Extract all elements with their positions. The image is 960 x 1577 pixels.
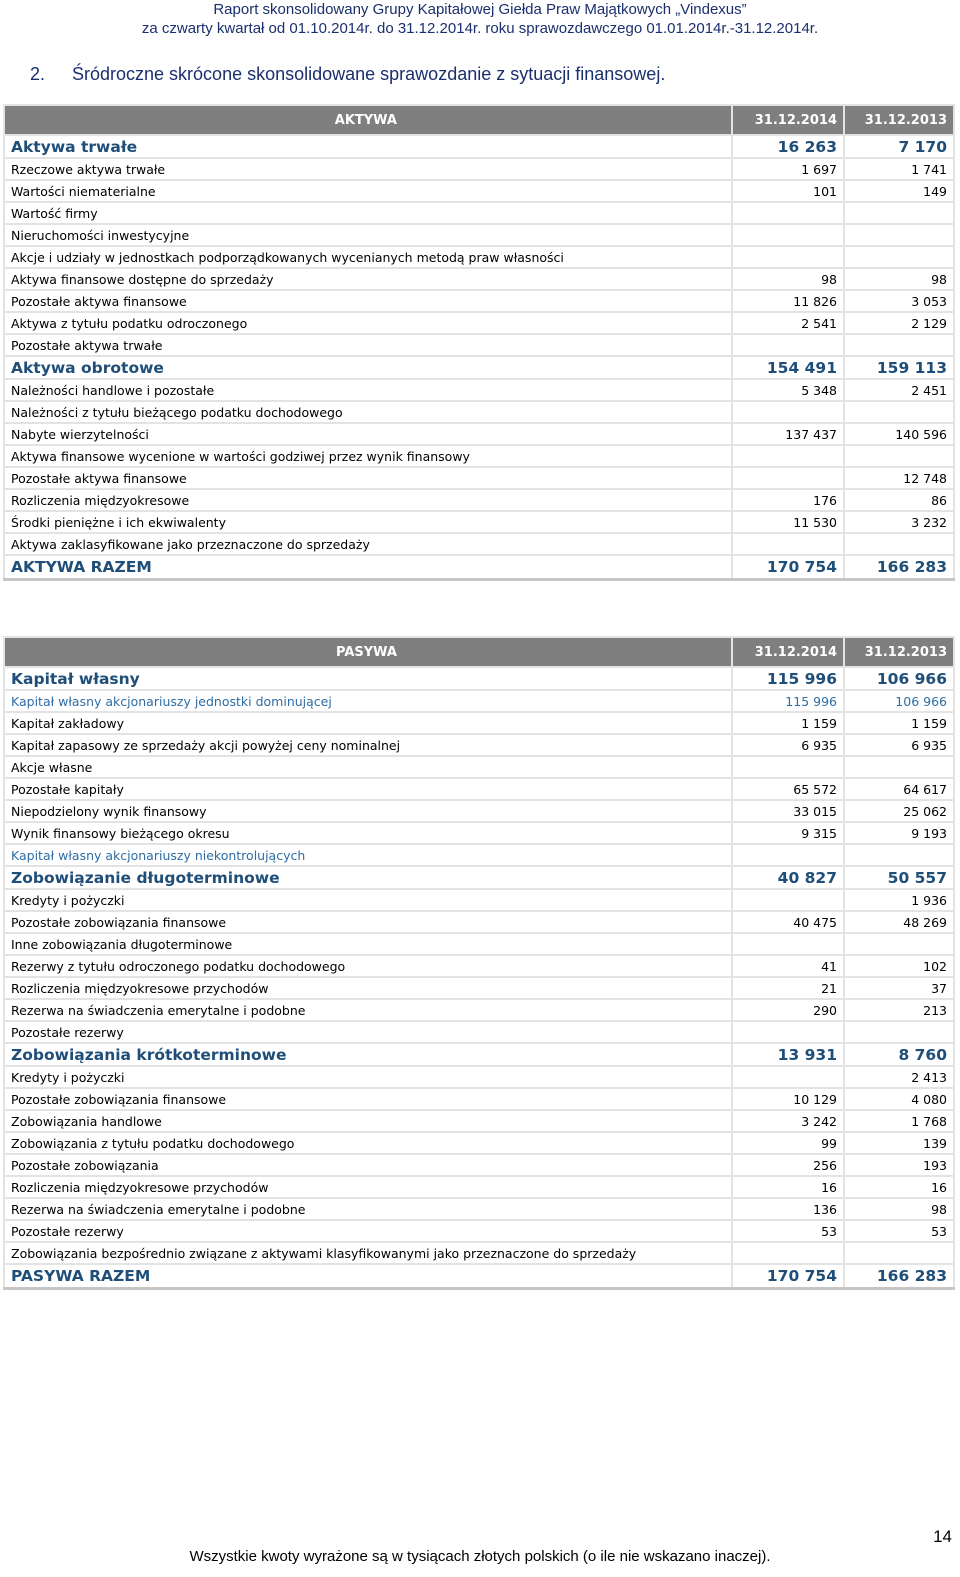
row-label: Pozostałe zobowiązania: [4, 1154, 732, 1176]
value-2014: [732, 334, 844, 356]
row-label: Wartość firmy: [4, 202, 732, 224]
row-label: Rezerwa na świadczenia emerytalne i podobne: [4, 999, 732, 1021]
row-label: Pozostałe aktywa trwałe: [4, 334, 732, 356]
value-2013: 6 935: [844, 734, 954, 756]
table-row: [4, 933, 954, 955]
row-label: Kapitał własny akcjonariuszy jednostki dominującej: [4, 690, 732, 712]
value-2014: 290: [732, 999, 844, 1021]
value-2013: 16: [844, 1176, 954, 1198]
value-2013: [844, 445, 954, 467]
table-row: [4, 158, 954, 180]
table-row: [4, 224, 954, 246]
table-row: [4, 379, 954, 401]
table-row: [4, 977, 954, 999]
value-2014: 9 315: [732, 822, 844, 844]
value-2014: [732, 889, 844, 911]
value-2013: 37: [844, 977, 954, 999]
value-2014: [732, 224, 844, 246]
section-title: [30, 64, 665, 85]
row-label: Rozliczenia międzyokresowe przychodów: [4, 1176, 732, 1198]
value-2014: 170 754: [732, 1264, 844, 1289]
value-2013: 106 966: [844, 667, 954, 690]
value-2013: [844, 334, 954, 356]
table-row: [4, 445, 954, 467]
value-2014: [732, 246, 844, 268]
table-row: [4, 202, 954, 224]
row-label: Pozostałe aktywa finansowe: [4, 467, 732, 489]
table-row: [4, 467, 954, 489]
value-2014: [732, 1242, 844, 1264]
value-2014: 11 530: [732, 511, 844, 533]
table-row: [4, 1021, 954, 1043]
value-2013: 106 966: [844, 690, 954, 712]
value-2013: [844, 224, 954, 246]
value-2013: 213: [844, 999, 954, 1021]
row-label: Aktywa z tytułu podatku odroczonego: [4, 312, 732, 334]
table-row: [4, 690, 954, 712]
row-label: Rezerwy z tytułu odroczonego podatku dochodowego: [4, 955, 732, 977]
row-label: Kredyty i pożyczki: [4, 889, 732, 911]
value-2014: 16: [732, 1176, 844, 1198]
table-row: [4, 312, 954, 334]
footer-note: Wszystkie kwoty wyrażone są w tysiącach złotych polskich (o ile nie wskazano inaczej).: [189, 1548, 771, 1565]
row-label: Akcje i udziały w jednostkach podporządkowanych wycenianych metodą praw własności: [4, 246, 732, 268]
table-row: [4, 1066, 954, 1088]
value-2014: 101: [732, 180, 844, 202]
section-row: [4, 667, 954, 690]
value-2014: 136: [732, 1198, 844, 1220]
value-2014: [732, 1066, 844, 1088]
value-2013: 3 232: [844, 511, 954, 533]
value-2013: 1 159: [844, 712, 954, 734]
row-label: Wartości niematerialne: [4, 180, 732, 202]
value-2013: 25 062: [844, 800, 954, 822]
value-2013: 149: [844, 180, 954, 202]
table-row: [4, 489, 954, 511]
row-label: Aktywa trwałe: [4, 135, 732, 158]
liabilities-header-label: PASYWA: [4, 637, 732, 667]
row-label: Inne zobowiązania długoterminowe: [4, 933, 732, 955]
value-2014: 33 015: [732, 800, 844, 822]
section-row: [4, 1043, 954, 1066]
value-2014: 3 242: [732, 1110, 844, 1132]
row-label: Pozostałe kapitały: [4, 778, 732, 800]
value-2014: [732, 756, 844, 778]
row-label: Kapitał własny akcjonariuszy niekontrolujących: [4, 844, 732, 866]
value-2014: 137 437: [732, 423, 844, 445]
value-2014: 6 935: [732, 734, 844, 756]
value-2013: 53: [844, 1220, 954, 1242]
value-2014: 11 826: [732, 290, 844, 312]
table-row: [4, 511, 954, 533]
row-label: Niepodzielony wynik finansowy: [4, 800, 732, 822]
row-label: Aktywa zaklasyfikowane jako przeznaczone do sprzedaży: [4, 533, 732, 555]
section-row: [4, 866, 954, 889]
row-label: Pozostałe rezerwy: [4, 1021, 732, 1043]
row-label: AKTYWA RAZEM: [4, 555, 732, 580]
assets-header-row: [4, 105, 954, 135]
value-2013: 1 936: [844, 889, 954, 911]
row-label: Pozostałe rezerwy: [4, 1220, 732, 1242]
value-2013: [844, 933, 954, 955]
liabilities-table: [3, 636, 955, 1290]
table-row: [4, 1220, 954, 1242]
value-2014: [732, 401, 844, 423]
value-2014: 53: [732, 1220, 844, 1242]
section-title-text: Śródroczne skrócone skonsolidowane sprawozdanie z sytuacji finansowej.: [72, 64, 666, 84]
assets-table: [3, 104, 955, 581]
assets-header-label: AKTYWA: [4, 105, 732, 135]
row-label: Kapitał zapasowy ze sprzedaży akcji powyżej ceny nominalnej: [4, 734, 732, 756]
table-row: [4, 1198, 954, 1220]
value-2013: 50 557: [844, 866, 954, 889]
section-row: [4, 356, 954, 379]
value-2014: 256: [732, 1154, 844, 1176]
value-2014: 65 572: [732, 778, 844, 800]
value-2014: [732, 933, 844, 955]
row-label: Zobowiązania bezpośrednio związane z aktywami klasyfikowanymi jako przeznaczone do sprzedaży: [4, 1242, 732, 1264]
row-label: Pozostałe aktywa finansowe: [4, 290, 732, 312]
value-2013: 12 748: [844, 467, 954, 489]
assets-header-col2: 31.12.2013: [844, 105, 954, 135]
value-2013: 140 596: [844, 423, 954, 445]
report-header: [0, 0, 960, 38]
value-2014: 170 754: [732, 555, 844, 580]
value-2014: 99: [732, 1132, 844, 1154]
row-label: Należności z tytułu bieżącego podatku dochodowego: [4, 401, 732, 423]
value-2014: 2 541: [732, 312, 844, 334]
value-2013: 48 269: [844, 911, 954, 933]
table-row: [4, 1176, 954, 1198]
value-2013: 139: [844, 1132, 954, 1154]
table-row: [4, 889, 954, 911]
total-row: [4, 555, 954, 580]
value-2014: [732, 467, 844, 489]
row-label: Środki pieniężne i ich ekwiwalenty: [4, 511, 732, 533]
table-row: [4, 533, 954, 555]
row-label: Rozliczenia międzyokresowe: [4, 489, 732, 511]
value-2013: 1 741: [844, 158, 954, 180]
value-2014: 41: [732, 955, 844, 977]
page-number: 14: [933, 1527, 952, 1546]
value-2013: 9 193: [844, 822, 954, 844]
value-2013: 2 451: [844, 379, 954, 401]
value-2013: 102: [844, 955, 954, 977]
row-label: Nieruchomości inwestycyjne: [4, 224, 732, 246]
row-label: Kredyty i pożyczki: [4, 1066, 732, 1088]
value-2014: 154 491: [732, 356, 844, 379]
value-2014: 1 159: [732, 712, 844, 734]
row-label: Zobowiązanie długoterminowe: [4, 866, 732, 889]
value-2013: 159 113: [844, 356, 954, 379]
table-row: [4, 401, 954, 423]
table-row: [4, 1132, 954, 1154]
row-label: Rozliczenia międzyokresowe przychodów: [4, 977, 732, 999]
liabilities-header-row: [4, 637, 954, 667]
value-2013: 86: [844, 489, 954, 511]
total-row: [4, 1264, 954, 1289]
value-2013: 166 283: [844, 1264, 954, 1289]
value-2014: 16 263: [732, 135, 844, 158]
table-row: [4, 423, 954, 445]
row-label: Należności handlowe i pozostałe: [4, 379, 732, 401]
liabilities-header-col2: 31.12.2013: [844, 637, 954, 667]
value-2013: 64 617: [844, 778, 954, 800]
row-label: Aktywa finansowe dostępne do sprzedaży: [4, 268, 732, 290]
table-row: [4, 334, 954, 356]
table-row: [4, 712, 954, 734]
row-label: Kapitał zakładowy: [4, 712, 732, 734]
value-2014: 115 996: [732, 667, 844, 690]
assets-header-col1: 31.12.2014: [732, 105, 844, 135]
table-row: [4, 999, 954, 1021]
value-2013: [844, 246, 954, 268]
value-2013: 7 170: [844, 135, 954, 158]
value-2014: 21: [732, 977, 844, 999]
value-2013: 1 768: [844, 1110, 954, 1132]
row-label: Wynik finansowy bieżącego okresu: [4, 822, 732, 844]
row-label: Pozostałe zobowiązania finansowe: [4, 1088, 732, 1110]
section-row: [4, 135, 954, 158]
report-header-line1: Raport skonsolidowany Grupy Kapitałowej Giełda Praw Majątkowych „Vindexus”: [213, 1, 747, 18]
value-2014: [732, 202, 844, 224]
value-2013: [844, 202, 954, 224]
table-row: [4, 1110, 954, 1132]
row-label: Zobowiązania krótkoterminowe: [4, 1043, 732, 1066]
row-label: Akcje własne: [4, 756, 732, 778]
value-2014: [732, 1021, 844, 1043]
value-2014: [732, 844, 844, 866]
row-label: Zobowiązania handlowe: [4, 1110, 732, 1132]
value-2013: 4 080: [844, 1088, 954, 1110]
value-2013: 3 053: [844, 290, 954, 312]
value-2014: 10 129: [732, 1088, 844, 1110]
value-2014: 115 996: [732, 690, 844, 712]
table-row: [4, 290, 954, 312]
value-2014: 40 827: [732, 866, 844, 889]
table-row: [4, 756, 954, 778]
value-2013: [844, 1021, 954, 1043]
value-2013: 98: [844, 1198, 954, 1220]
row-label: PASYWA RAZEM: [4, 1264, 732, 1289]
row-label: Nabyte wierzytelności: [4, 423, 732, 445]
table-row: [4, 844, 954, 866]
value-2014: 176: [732, 489, 844, 511]
value-2013: [844, 1242, 954, 1264]
value-2014: 1 697: [732, 158, 844, 180]
table-row: [4, 778, 954, 800]
value-2013: 2 129: [844, 312, 954, 334]
value-2014: 13 931: [732, 1043, 844, 1066]
value-2013: 8 760: [844, 1043, 954, 1066]
value-2013: 166 283: [844, 555, 954, 580]
row-label: Kapitał własny: [4, 667, 732, 690]
table-row: [4, 955, 954, 977]
value-2013: [844, 533, 954, 555]
table-row: [4, 822, 954, 844]
table-row: [4, 268, 954, 290]
row-label: Rezerwa na świadczenia emerytalne i podobne: [4, 1198, 732, 1220]
row-label: Zobowiązania z tytułu podatku dochodowego: [4, 1132, 732, 1154]
table-row: [4, 1154, 954, 1176]
row-label: Aktywa finansowe wycenione w wartości godziwej przez wynik finansowy: [4, 445, 732, 467]
table-row: [4, 246, 954, 268]
table-row: [4, 800, 954, 822]
value-2014: [732, 445, 844, 467]
table-row: [4, 1088, 954, 1110]
value-2013: [844, 756, 954, 778]
table-row: [4, 180, 954, 202]
row-label: Rzeczowe aktywa trwałe: [4, 158, 732, 180]
section-number: 2.: [30, 64, 46, 84]
value-2013: [844, 401, 954, 423]
table-row: [4, 1242, 954, 1264]
row-label: Pozostałe zobowiązania finansowe: [4, 911, 732, 933]
table-row: [4, 911, 954, 933]
value-2013: 193: [844, 1154, 954, 1176]
table-row: [4, 734, 954, 756]
value-2013: 2 413: [844, 1066, 954, 1088]
liabilities-header-col1: 31.12.2014: [732, 637, 844, 667]
value-2014: 40 475: [732, 911, 844, 933]
value-2013: [844, 844, 954, 866]
value-2013: 98: [844, 268, 954, 290]
value-2014: 5 348: [732, 379, 844, 401]
row-label: Aktywa obrotowe: [4, 356, 732, 379]
value-2014: [732, 533, 844, 555]
report-header-line2: za czwarty kwartał od 01.10.2014r. do 31.12.2014r. roku sprawozdawczego 01.01.2014r.-31.12.2014r.: [141, 20, 819, 37]
value-2014: 98: [732, 268, 844, 290]
